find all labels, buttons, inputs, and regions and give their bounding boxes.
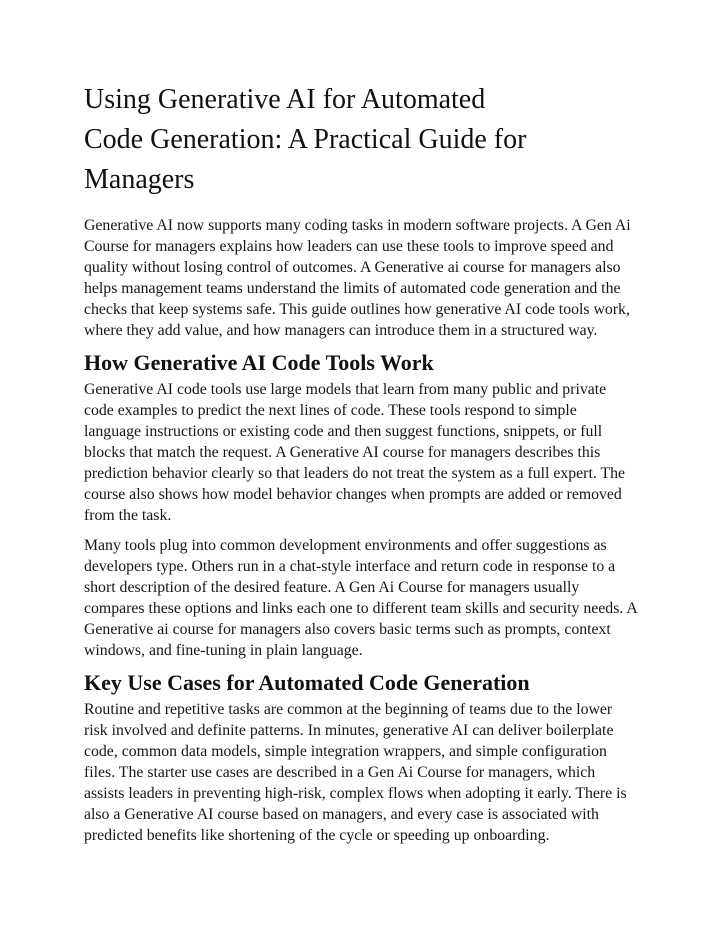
paragraph-routine-tasks-use-cases: Routine and repetitive tasks are common at the beginning of teams due to the lower risk involved and definite patterns. In minutes, generative AI can deliver boilerplate code, common data models, simple integration wrappers, and simple configuration files. The starter use cases are described in a Gen Ai Course for managers, which assists leaders in preventing high-risk, complex flows when adopting it early. There is also a Generative AI course based on managers, and every case is associated with predicted benefits like shortening of the cycle or speeding up onboarding. <box>84 701 627 844</box>
paragraph-tool-integration-styles: Many tools plug into common development environments and offer suggestions as developers type. Others run in a chat-style interface and return code in response to a short description of the desired feature. A Gen Ai Course for managers usually compares these options and links each one to different team skills and security needs. A Generative ai course for managers also covers basic terms such as prompts, context windows, and fine-tuning in plain language. <box>84 537 637 659</box>
section-heading-how-generative-ai-code-tools-work: How Generative AI Code Tools Work <box>84 350 434 375</box>
document-title: Using Generative AI for Automated Code Generation: A Practical Guide for Managers <box>84 84 527 195</box>
section-heading-key-use-cases: Key Use Cases for Automated Code Generation <box>84 670 530 695</box>
intro-paragraph: Generative AI now supports many coding tasks in modern software projects. A Gen Ai Course for managers explains how leaders can use these tools to improve speed and quality without losing control of outcomes. A Generative ai course for managers also helps management teams understand the limits of automated code generation and the checks that keep systems safe. This guide outlines how generative AI code tools work, where they add value, and how managers can introduce them in a structured way. <box>84 217 631 339</box>
paragraph-code-tools-models: Generative AI code tools use large models that learn from many public and private code examples to predict the next lines of code. These tools respond to simple language instructions or existing code and then suggest functions, snippets, or full blocks that match the request. A Generative AI course for managers describes this prediction behavior clearly so that leaders do not treat the system as a full expert. The course also shows how model behavior changes when prompts are added or removed from the task. <box>84 381 626 524</box>
